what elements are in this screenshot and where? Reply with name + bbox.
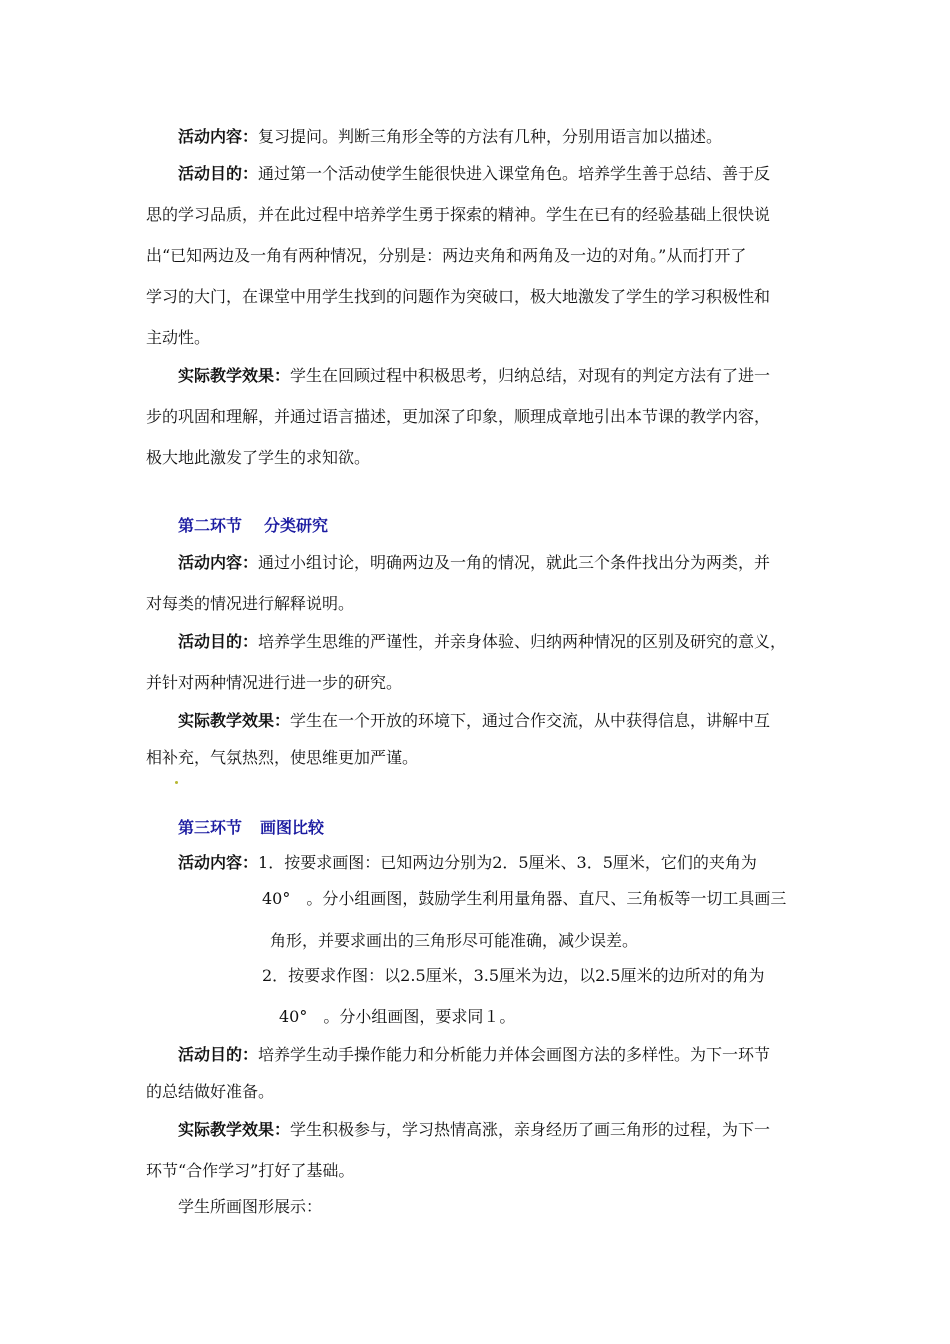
section-2-number: 第二环节 [178, 516, 243, 535]
teaching-effect-text: 学生积极参与，学习热情高涨，亲身经历了画三角形的过程，为下一 [290, 1120, 771, 1139]
activity-goal-label: 活动目的： [178, 1045, 259, 1064]
s1-content-line [178, 127, 722, 147]
activity-goal-text: 通过第一个活动使学生能很快进入课堂角色。培养学生善于总结、善于反 [258, 164, 771, 183]
item-2-line-2: 40° 。分小组画图，要求同１。 [279, 1007, 516, 1026]
activity-goal-text: 培养学生动手操作能力和分析能力并体会画图方法的多样性。为下一环节 [258, 1045, 771, 1064]
activity-goal-label: 活动目的： [178, 632, 259, 651]
stray-dot [175, 781, 178, 784]
activity-content-label: 活动内容： [178, 853, 259, 872]
section-2-heading [178, 516, 328, 536]
teaching-effect-label: 实际教学效果： [178, 711, 291, 730]
item-1-text: 1．按要求画图：已知两边分别为2．5厘米、3．5厘米，它们的夹角为 [258, 853, 757, 872]
activity-content-label: 活动内容： [178, 553, 259, 572]
section-2-title: 分类研究 [264, 516, 329, 535]
s1-goal-line-4: 学习的大门，在课堂中用学生找到的问题作为突破口，极大地激发了学生的学习积极性和 [146, 287, 771, 306]
s1-effect-line-3: 极大地此激发了学生的求知欲。 [146, 448, 371, 467]
activity-content-label: 活动内容： [178, 127, 259, 146]
activity-content-text: 通过小组讨论，明确两边及一角的情况，就此三个条件找出分为两类，并 [258, 553, 771, 572]
s3-effect-line-1 [178, 1120, 770, 1140]
s2-content-line-2: 对每类的情况进行解释说明。 [146, 594, 355, 613]
s2-goal-line-1 [178, 632, 786, 652]
activity-goal-text: 培养学生思维的严谨性，并亲身体验、归纳两种情况的区别及研究的意义， [258, 632, 787, 651]
activity-content-text: 复习提问。判断三角形全等的方法有几种，分别用语言加以描述。 [258, 127, 723, 146]
s3-content-line-1 [178, 853, 757, 873]
s1-goal-line-1 [178, 164, 770, 184]
section-3-number: 第三环节 [178, 818, 243, 837]
s1-effect-line-2: 步的巩固和理解，并通过语言描述，更加深了印象，顺理成章地引出本节课的教学内容， [146, 407, 771, 426]
s3-goal-line-2: 的总结做好准备。 [146, 1082, 275, 1101]
item-2-line-1: 2．按要求作图：以2.5厘米，3.5厘米为边，以2.5厘米的边所对的角为 [262, 966, 765, 985]
s2-effect-line-2: 相补充，气氛热烈，使思维更加严谨。 [146, 748, 419, 767]
section-3-heading [178, 818, 324, 838]
s2-effect-line-1 [178, 711, 770, 731]
s3-effect-line-2: 环节“合作学习”打好了基础。 [146, 1161, 355, 1180]
section-3-title: 画图比较 [260, 818, 325, 837]
teaching-effect-label: 实际教学效果： [178, 366, 291, 385]
item-1-line-3: 角形，并要求画出的三角形尽可能准确，减少误差。 [270, 931, 639, 950]
teaching-effect-label: 实际教学效果： [178, 1120, 291, 1139]
item-1-line-2: 40° 。分小组画图，鼓励学生利用量角器、直尺、三角板等一切工具画三 [262, 889, 787, 908]
s1-goal-line-3: 出“已知两边及一角有两种情况，分别是：两边夹角和两角及一边的对角。”从而打开了 [146, 246, 747, 265]
figure-display-caption: 学生所画图形展示： [178, 1197, 323, 1216]
teaching-effect-text: 学生在一个开放的环境下，通过合作交流，从中获得信息，讲解中互 [290, 711, 771, 730]
s2-content-line-1 [178, 553, 770, 573]
s2-goal-line-2: 并针对两种情况进行进一步的研究。 [146, 673, 403, 692]
s1-goal-line-5: 主动性。 [146, 328, 211, 347]
s3-goal-line-1 [178, 1045, 770, 1065]
teaching-effect-text: 学生在回顾过程中积极思考，归纳总结，对现有的判定方法有了进一 [290, 366, 771, 385]
s1-goal-line-2: 思的学习品质，并在此过程中培养学生勇于探索的精神。学生在已有的经验基础上很快说 [146, 205, 771, 224]
activity-goal-label: 活动目的： [178, 164, 259, 183]
s1-effect-line-1 [178, 366, 770, 386]
